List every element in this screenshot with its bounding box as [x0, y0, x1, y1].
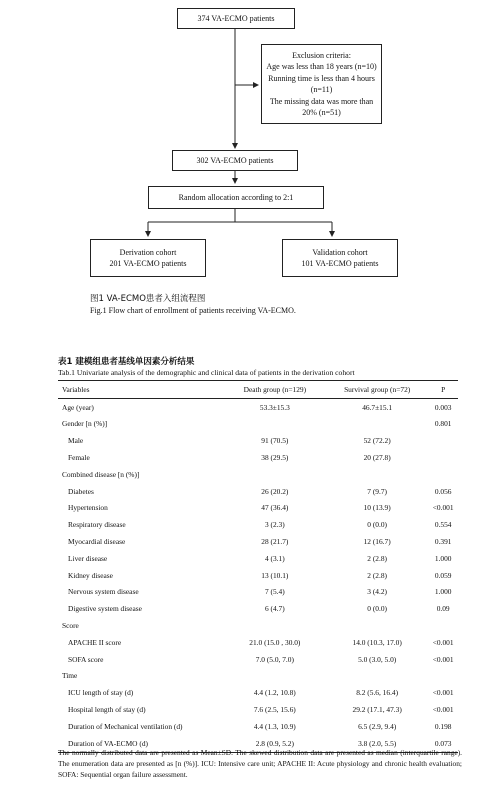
cell-death: 91 (70.5)	[261, 436, 289, 446]
table-row	[58, 651, 458, 668]
cell-death: 47 (36.4)	[261, 503, 289, 513]
figure-caption-en: Fig.1 Flow chart of enrollment of patients receiving VA-ECMO.	[90, 306, 296, 315]
cell-survival: 2 (2.8)	[367, 570, 388, 580]
cell-variable: Kidney disease	[68, 570, 113, 580]
table-row	[58, 550, 458, 567]
cell-p: 0.056	[434, 486, 452, 496]
cell-survival: 29.2 (17.1, 47.3)	[352, 705, 402, 715]
cell-variable: SOFA score	[68, 654, 104, 664]
cell-variable: Liver disease	[68, 553, 108, 563]
cell-p: 0.391	[434, 537, 452, 547]
exclusion-line: (n=11)	[310, 85, 333, 94]
cell-death	[224, 617, 326, 634]
cell-survival: 46.7±15.1	[362, 402, 393, 412]
table-header-row	[58, 381, 458, 399]
table-title-cn: 表1 建模组患者基线单因素分析结果	[58, 357, 195, 367]
exclusion-line: Running time is less than 4 hours	[268, 73, 375, 83]
cell-variable: Respiratory disease	[68, 520, 126, 530]
cell-variable: Diabetes	[68, 486, 94, 496]
cell-death: 4.4 (1.3, 10.9)	[253, 721, 296, 731]
cell-survival	[326, 617, 428, 634]
cell-p: 1.000	[434, 553, 452, 563]
cell-survival: 0 (0.0)	[367, 520, 388, 530]
cell-p: 0.003	[434, 402, 452, 412]
table-row	[58, 466, 458, 483]
box-derivation-cohort: Derivation cohort 201 VA-ECMO patients	[90, 239, 206, 277]
box-total-patients: 374 VA-ECMO patients	[177, 8, 295, 29]
table-row	[58, 668, 458, 685]
cell-p: <0.001	[432, 705, 454, 715]
table-row	[58, 584, 458, 601]
cell-variable: Duration of VA-ECMO (d)	[68, 738, 148, 748]
cell-survival: 20 (27.8)	[363, 453, 391, 463]
cell-survival: 2 (2.8)	[367, 553, 388, 563]
cell-survival: 8.2 (5.6, 16.4)	[356, 688, 399, 698]
cell-death: 26 (20.2)	[261, 486, 289, 496]
cell-p: <0.001	[432, 637, 454, 647]
cell-variable: Score	[62, 621, 79, 631]
cell-p: <0.001	[432, 654, 454, 664]
cell-p: 0.198	[434, 721, 452, 731]
table-title-en: Tab.1 Univariate analysis of the demographic and clinical data of patients in the derivation cohort	[58, 368, 355, 377]
cell-variable: Myocardial disease	[68, 537, 126, 547]
cell-death: 6 (4.7)	[264, 604, 285, 614]
box-included-patients: 302 VA-ECMO patients	[172, 150, 298, 171]
cell-death: 53.3±15.3	[259, 402, 290, 412]
cell-variable: Hypertension	[68, 503, 108, 513]
box-validation-cohort: Validation cohort 101 VA-ECMO patients	[282, 239, 398, 277]
table-row	[58, 483, 458, 500]
cell-p: 0.059	[434, 570, 452, 580]
box-random-allocation: Random allocation according to 2:1	[148, 186, 324, 209]
table-row	[58, 449, 458, 466]
table-row	[58, 600, 458, 617]
cell-p: 0.554	[434, 520, 452, 530]
cell-variable: Nervous system disease	[68, 587, 139, 597]
cell-death	[224, 416, 326, 433]
cell-p: 0.801	[434, 419, 452, 429]
table-row	[58, 718, 458, 735]
exclusion-line: The missing data was more than	[269, 96, 374, 106]
table-row	[58, 617, 458, 634]
cell-death: 2.8 (0.9, 5.2)	[255, 738, 294, 748]
header-death-group: Death group (n=129)	[243, 384, 307, 394]
cell-death: 38 (29.5)	[261, 453, 289, 463]
cell-p	[428, 432, 458, 449]
cell-p: 0.09	[436, 604, 450, 614]
cell-death	[224, 466, 326, 483]
cell-survival	[326, 466, 428, 483]
cell-survival: 6.5 (2.9, 9.4)	[358, 721, 397, 731]
cell-p: <0.001	[432, 503, 454, 513]
cell-death: 3 (2.3)	[264, 520, 285, 530]
table-row	[58, 533, 458, 550]
table-footnote: The normally distributed data are presented as Mean±SD. The skewed distribution data are presented as median (interquartile range). The enumeration data are presented as [n (%)]. ICU: Intensive care unit; APACHE II: Acute physiology and chronic health evaluation; SOFA: Sequential organ failure assessment.	[58, 748, 462, 779]
univariate-table	[58, 380, 458, 753]
cell-survival: 0 (0.0)	[367, 604, 388, 614]
cell-death: 21.0 (15.0 , 30.0)	[249, 637, 301, 647]
cell-p	[428, 466, 458, 483]
cell-death: 7 (5.4)	[264, 587, 285, 597]
header-survival-group: Survival group (n=72)	[344, 384, 411, 394]
table-row	[58, 634, 458, 651]
cell-death: 4 (3.1)	[264, 553, 285, 563]
cell-death: 28 (21.7)	[261, 537, 289, 547]
table-row	[58, 567, 458, 584]
cell-variable: Digestive system disease	[68, 604, 142, 614]
cell-death: 7.0 (5.0, 7.0)	[255, 654, 294, 664]
exclusion-line: Exclusion criteria:	[292, 50, 351, 60]
cell-survival	[326, 416, 428, 433]
cell-survival: 3 (4.2)	[367, 587, 388, 597]
cell-death: 4.4 (1.2, 10.8)	[253, 688, 296, 698]
cell-survival: 5.0 (3.0, 5.0)	[358, 654, 397, 664]
cell-p	[428, 617, 458, 634]
header-variables: Variables	[62, 384, 90, 394]
cell-death: 13 (10.1)	[261, 570, 289, 580]
cell-p: 1.000	[434, 587, 452, 597]
cell-death	[224, 668, 326, 685]
cell-p: <0.001	[432, 688, 454, 698]
exclusion-line: 20% (n=51)	[302, 108, 341, 117]
table-row	[58, 701, 458, 718]
cell-p	[428, 668, 458, 685]
cell-survival: 10 (13.9)	[363, 503, 391, 513]
cell-variable: Female	[68, 453, 90, 463]
header-p: P	[441, 384, 446, 394]
cell-variable: ICU length of stay (d)	[68, 688, 134, 698]
cell-variable: Male	[68, 436, 84, 446]
cell-survival: 12 (16.7)	[363, 537, 391, 547]
cell-survival: 7 (9.7)	[367, 486, 388, 496]
cell-survival: 3.8 (2.0, 5.5)	[358, 738, 397, 748]
cell-variable: APACHE II score	[68, 637, 122, 647]
cell-survival: 14.0 (10.3, 17.0)	[352, 637, 402, 647]
table-row	[58, 684, 458, 701]
cell-p: 0.073	[434, 738, 452, 748]
cell-p	[428, 449, 458, 466]
table-row	[58, 500, 458, 517]
exclusion-line: Age was less than 18 years (n=10)	[266, 62, 377, 71]
cell-variable: Gender [n (%)]	[62, 419, 108, 429]
cell-variable: Time	[62, 671, 78, 681]
table-row	[58, 432, 458, 449]
figure-caption-cn: 图1 VA-ECMO患者入组流程图	[90, 294, 206, 304]
cell-variable: Age (year)	[62, 402, 94, 412]
cell-variable: Hospital length of stay (d)	[68, 705, 146, 715]
box-exclusion-criteria	[261, 44, 382, 124]
cell-survival	[326, 668, 428, 685]
table-row	[58, 398, 458, 415]
table-row	[58, 416, 458, 433]
cell-survival: 52 (72.2)	[363, 436, 391, 446]
cell-variable: Duration of Mechanical ventilation (d)	[68, 721, 183, 731]
table-row	[58, 516, 458, 533]
cell-variable: Combined disease [n (%)]	[62, 469, 140, 479]
cell-death: 7.6 (2.5, 15.6)	[253, 705, 296, 715]
